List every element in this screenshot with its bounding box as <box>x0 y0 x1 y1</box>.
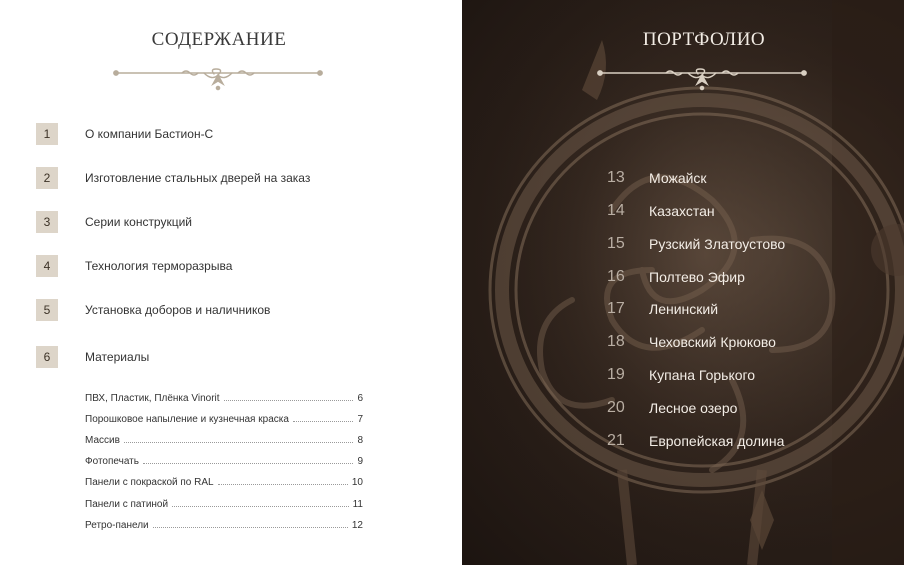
subitem-label: ПВХ, Пластик, Плёнка Vinorit <box>85 393 220 404</box>
subitem-page: 11 <box>352 499 363 510</box>
item-number-badge: 4 <box>36 255 58 277</box>
portfolio-page <box>462 0 904 565</box>
contents-item[interactable] <box>36 255 233 277</box>
item-label: Серии конструкций <box>85 215 193 229</box>
item-label: Материалы <box>85 350 150 364</box>
portfolio-page-number: 15 <box>607 235 625 252</box>
subitem-page: 10 <box>351 477 363 488</box>
portfolio-item[interactable] <box>607 267 745 287</box>
portfolio-item[interactable] <box>607 332 776 352</box>
ornamental-divider-icon <box>596 64 808 94</box>
materials-subitem[interactable] <box>85 517 363 531</box>
portfolio-page-number: 13 <box>607 169 625 186</box>
subitem-label: Порошковое напыление и кузнечная краска <box>85 414 289 425</box>
contents-item[interactable] <box>36 167 311 189</box>
dot-leader <box>218 484 348 485</box>
dot-leader <box>293 421 354 422</box>
portfolio-page-number: 18 <box>607 333 625 350</box>
item-label: Изготовление стальных дверей на заказ <box>85 171 311 185</box>
portfolio-item-label: Ленинский <box>649 301 719 317</box>
subitem-page: 7 <box>357 414 363 425</box>
dot-leader <box>172 506 349 507</box>
portfolio-item-label: Лесное озеро <box>649 400 738 416</box>
portfolio-item[interactable] <box>607 234 785 254</box>
item-label: Технология терморазрыва <box>85 259 233 273</box>
portfolio-item-label: Европейская долина <box>649 433 785 449</box>
portfolio-item-label: Рузский Златоустово <box>649 236 786 252</box>
subitem-page: 6 <box>357 393 363 404</box>
portfolio-item-label: Купана Горького <box>649 367 756 383</box>
subitem-label: Фотопечать <box>85 456 139 467</box>
portfolio-item[interactable] <box>607 299 718 319</box>
materials-subitem[interactable] <box>85 390 363 404</box>
portfolio-title: ПОРТФОЛИО <box>642 29 766 50</box>
subitem-label: Панели с патиной <box>85 499 169 510</box>
portfolio-item[interactable] <box>607 201 715 221</box>
subitem-label: Ретро-панели <box>85 520 149 531</box>
subitem-page: 9 <box>357 456 363 467</box>
portfolio-item[interactable] <box>607 398 737 418</box>
portfolio-item-label: Полтево Эфир <box>649 269 745 285</box>
dot-leader <box>124 442 354 443</box>
dot-leader <box>153 527 348 528</box>
item-number-badge: 3 <box>36 211 58 233</box>
materials-subitem[interactable] <box>85 453 363 467</box>
item-number-badge: 6 <box>36 346 58 368</box>
item-label: О компании Бастион-С <box>85 127 214 141</box>
portfolio-page-number: 20 <box>607 399 625 416</box>
item-number-badge: 5 <box>36 299 58 321</box>
materials-subitem[interactable] <box>85 496 363 510</box>
contents-item[interactable] <box>36 299 271 321</box>
portfolio-page-number: 21 <box>607 432 625 449</box>
materials-subitem[interactable] <box>85 432 363 446</box>
portfolio-page-number: 14 <box>607 202 625 219</box>
portfolio-item-label: Можайск <box>649 170 707 186</box>
ornamental-divider-icon <box>112 64 324 94</box>
contents-title: СОДЕРЖАНИЕ <box>151 29 287 50</box>
portfolio-item[interactable] <box>607 365 755 385</box>
portfolio-item-label: Чеховский Крюково <box>649 334 776 350</box>
portfolio-item-label: Казахстан <box>649 203 715 219</box>
item-label: Установка доборов и наличников <box>85 303 271 317</box>
materials-subitem[interactable] <box>85 474 363 488</box>
portfolio-item[interactable] <box>607 431 784 451</box>
portfolio-page-number: 16 <box>607 268 625 285</box>
subitem-label: Массив <box>85 435 120 446</box>
materials-subitem[interactable] <box>85 411 363 425</box>
item-number-badge: 2 <box>36 167 58 189</box>
dot-leader <box>224 400 354 401</box>
subitem-page: 12 <box>351 520 363 531</box>
contents-item[interactable] <box>36 123 214 145</box>
portfolio-page-number: 19 <box>607 366 625 383</box>
portfolio-page-number: 17 <box>607 300 625 317</box>
contents-item[interactable] <box>36 211 193 233</box>
contents-item[interactable] <box>36 346 150 368</box>
dot-leader <box>143 463 353 464</box>
item-number-badge: 1 <box>36 123 58 145</box>
subitem-label: Панели с покраской по RAL <box>85 477 214 488</box>
subitem-page: 8 <box>357 435 363 446</box>
portfolio-item[interactable] <box>607 168 707 188</box>
